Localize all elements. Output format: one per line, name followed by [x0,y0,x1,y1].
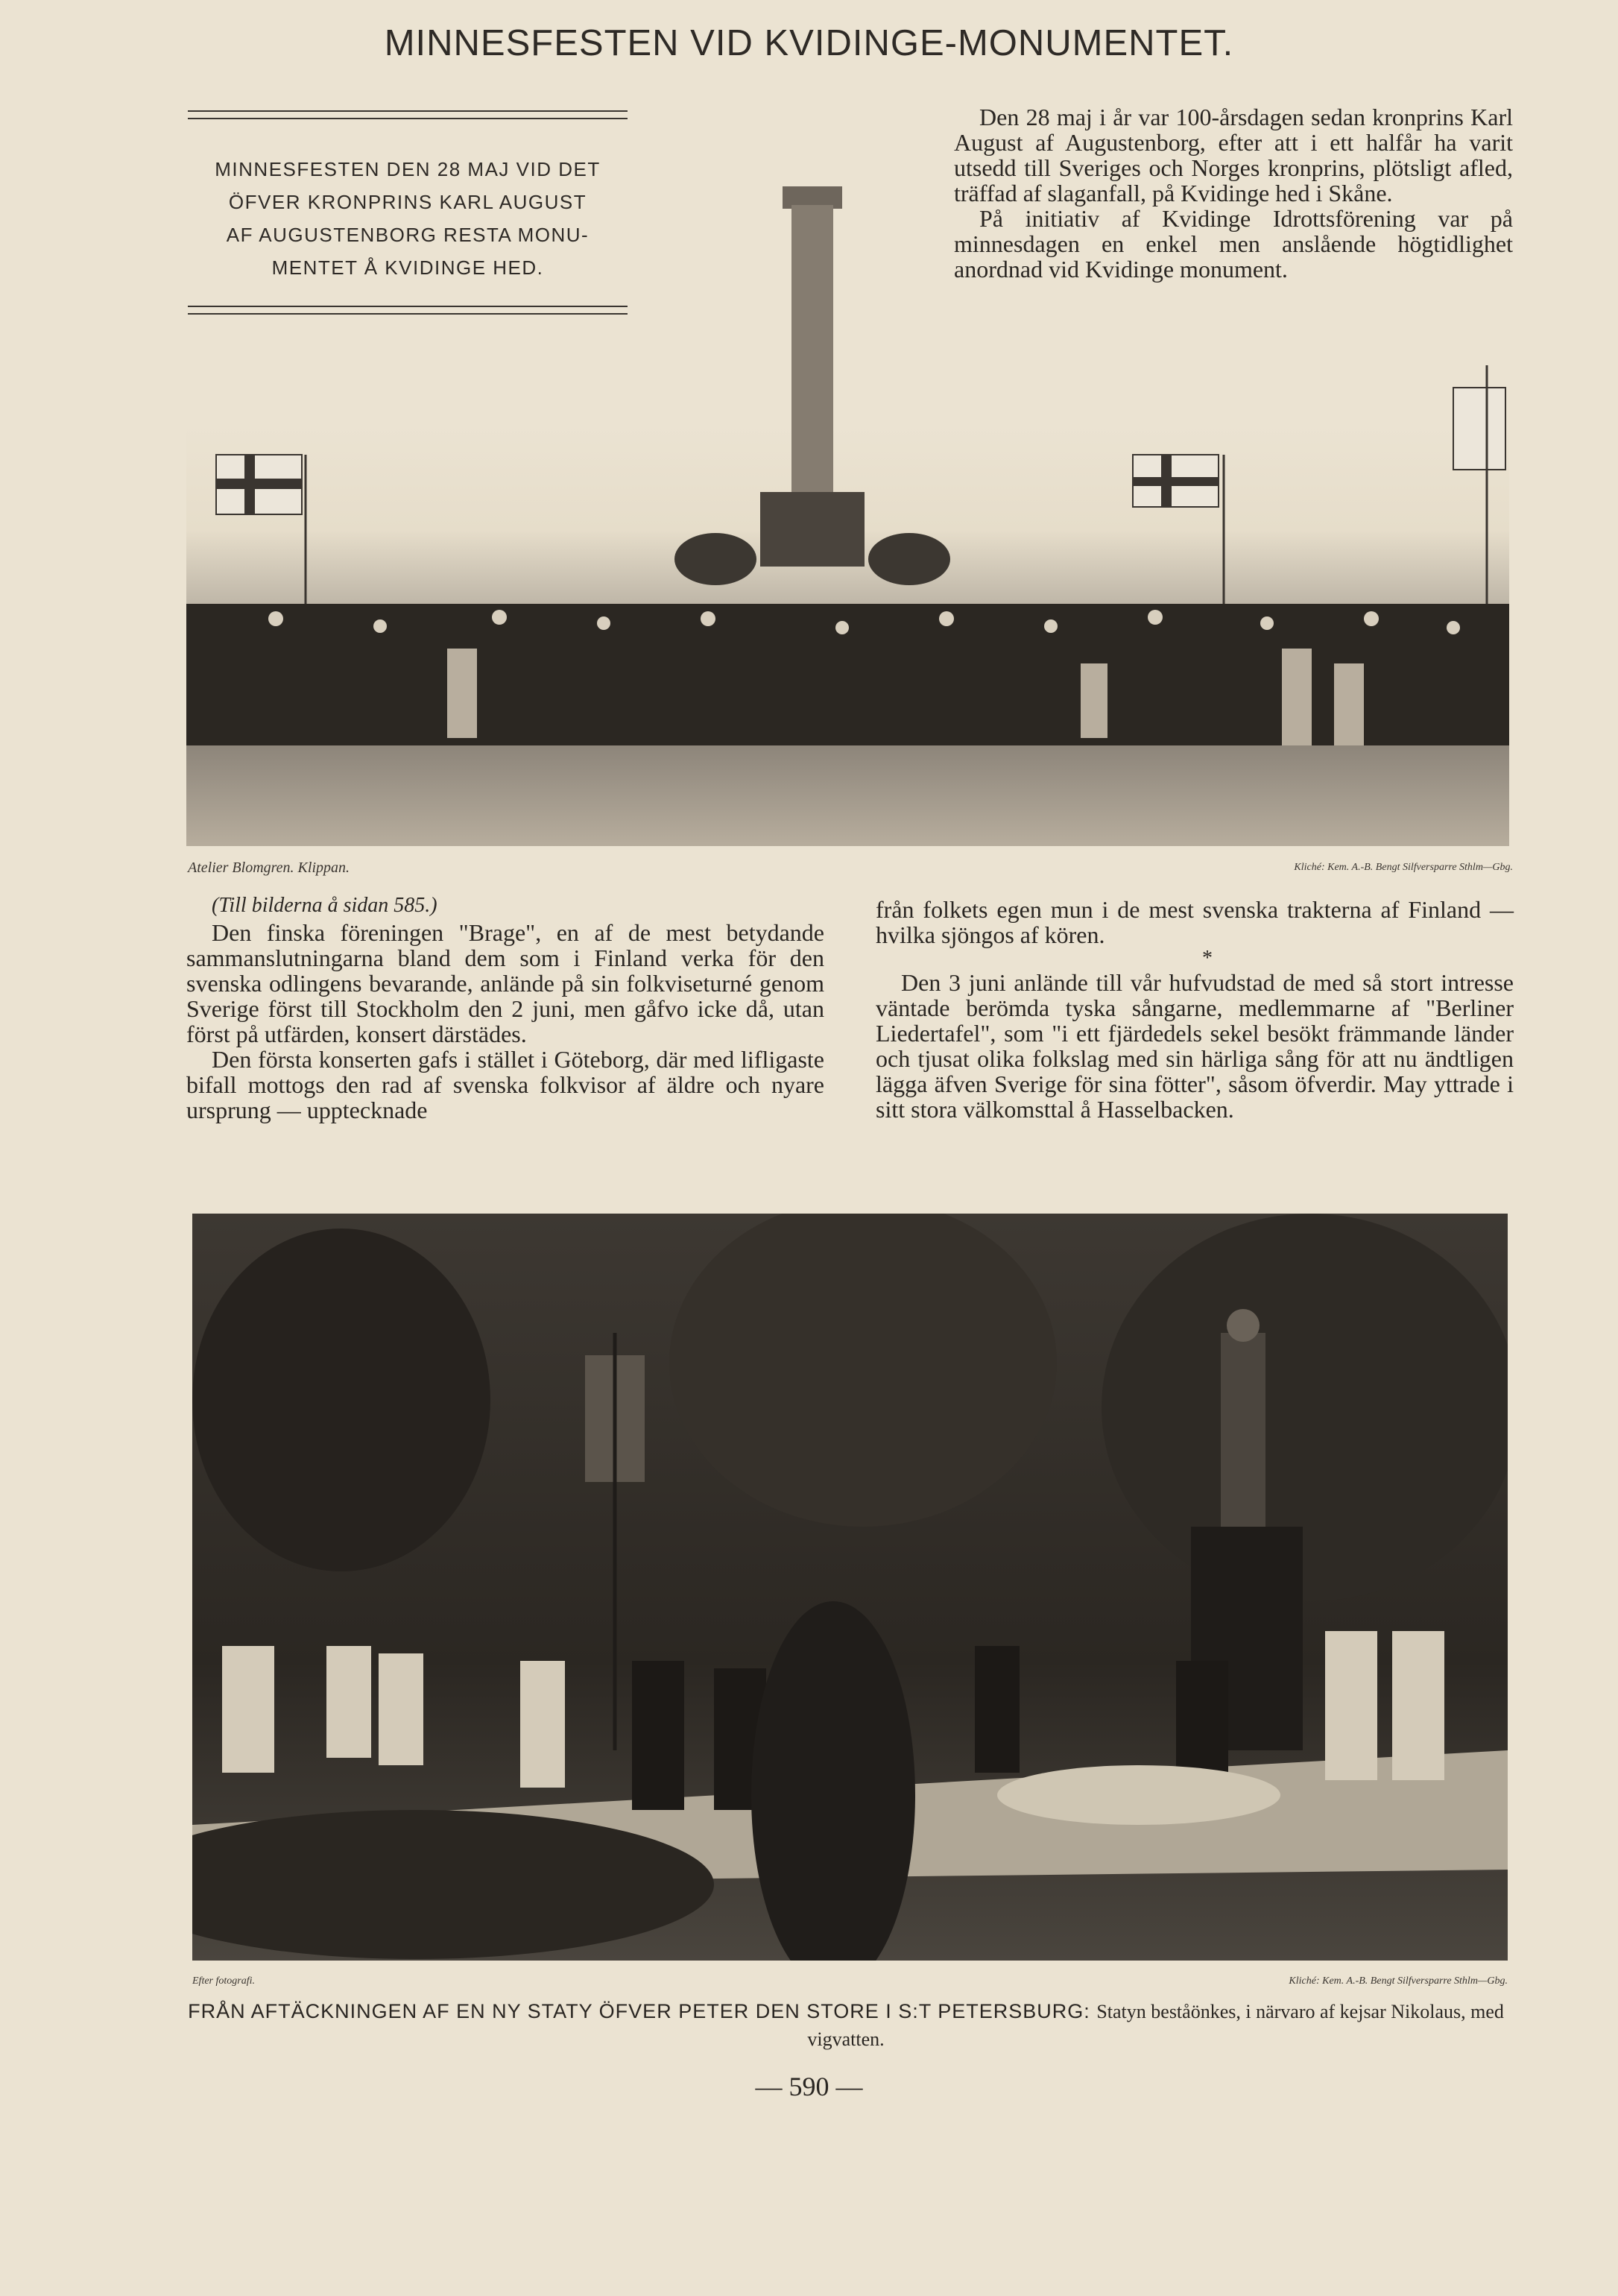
monument-photo-image [186,171,1509,846]
right-column [876,897,1514,1122]
caption-line: MINNESFESTEN DEN 28 MAJ VID DET [215,158,601,180]
statue-photo-caption [179,1998,1513,2053]
body-paragraph: Den finska föreningen "Brage", en af de mest betydande sammanslutningarna bland dem som i Finland verka för den svenska odlingens bevarande, anlände på sin folkviseturné genom Sverige först till Stockholm den 2 juni, men gåfvo icke då, utan först på utfärden, konsert därstädes. [186,919,824,1047]
caption-tail: Statyn beståönkes, i närvaro af kejsar Nikolaus, med vigvatten. [807,2001,1504,2050]
caption-line: AF AUGUSTENBORG RESTA MONU- [226,224,590,246]
caption-rule-top [188,110,628,112]
photo-credit-right: Kliché: Kem. A.-B. Bengt Silfversparre Sthlm—Gbg. [1289,1975,1508,1987]
left-column [186,893,824,1123]
intro-paragraph: På initiativ af Kvidinge Idrottsförening var på minnesdagen en enkel men anslående högtidlighet anordnad vid Kvidinge monument. [954,205,1513,283]
page-title: MINNESFESTEN VID KVIDINGE-MONUMENTET. [384,23,1234,63]
caption-line: ÖFVER KRONPRINS KARL AUGUST [228,191,587,213]
image-reference: (Till bilderna å sidan 585.) [212,894,437,917]
caption-line: MENTET Å KVIDINGE HED. [271,256,544,279]
statue-photo [192,1214,1508,1961]
photo-credit-left: Atelier Blomgren. Klippan. [188,860,350,876]
body-paragraph: Den första konserten gafs i stället i Göteborg, där med lifligaste bifall mottogs den rad af svenska folkvisor af äldre och nyare ursprung — upptecknade [186,1046,824,1123]
body-paragraph: Den 3 juni anlände till vår hufvudstad de med så stort intresse väntade berömda tyska sångarne, medlemmarne af "Berliner Liedertafel", som "i ett fjärdedels sekel besökt främmande länder och tjusat olika folkslag med sin härliga sång för att nu ändtligen lägga äfven Sverige för sina fötter", såsom öfverdir. May yttrade i sitt stora välkomsttal å Hasselbacken. [876,969,1514,1123]
photo-credit-right: Kliché: Kem. A.-B. Bengt Silfversparre Sthlm—Gbg. [1294,862,1513,873]
statue-photo-image [192,1214,1508,1961]
page-number: — 590 — [755,2072,863,2101]
caption-rule-top-2 [188,118,628,119]
intro-paragraph: Den 28 maj i år var 100-årsdagen sedan kronprins Karl August af Augustenborg, efter att i ett halfår ha varit utsedd till Sveriges och Norges kronprins, plötsligt afled, träffad af slaganfall, på Kvidinge hed i Skåne. [954,104,1513,206]
photo-credit-left: Efter fotografi. [192,1975,255,1987]
section-separator: * [1202,947,1213,970]
body-paragraph: från folkets egen mun i de mest svenska trakterna af Finland — hvilka sjöngos af kören. [876,896,1514,948]
caption-main: FRÅN AFTÄCKNINGEN AF EN NY STATY ÖFVER PETER DEN STORE I S:T PETERSBURG: [188,2000,1090,2022]
monument-photo [186,171,1509,846]
